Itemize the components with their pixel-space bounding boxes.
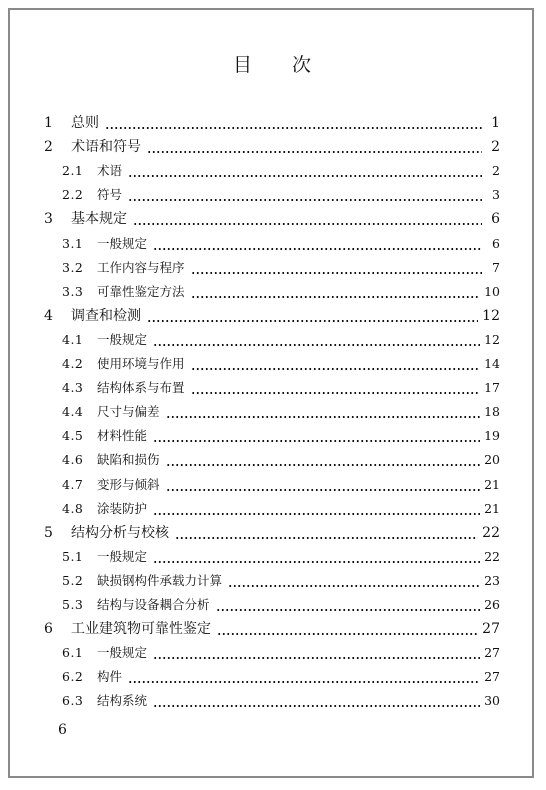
- toc-entry[interactable]: [44, 207, 500, 231]
- toc-entry-page: 6: [492, 235, 500, 251]
- dot-leader: [191, 272, 482, 274]
- toc-entry-label: 术语和符号: [71, 139, 141, 156]
- toc-entry[interactable]: [44, 376, 500, 400]
- toc-entry-page: 2: [492, 163, 500, 179]
- toc-entry-number: 6.1: [62, 645, 84, 661]
- toc-entry-page: 26: [484, 596, 500, 612]
- dot-leader: [128, 175, 482, 177]
- toc-entry-label: 术语: [97, 163, 123, 179]
- footer-page-number: 6: [58, 722, 67, 738]
- dot-leader: [105, 127, 482, 129]
- dot-leader: [175, 537, 478, 539]
- toc-entry[interactable]: [44, 256, 500, 280]
- dot-leader: [153, 513, 480, 515]
- toc-entry-page: 23: [484, 572, 500, 588]
- toc-entry-number: 4.4: [62, 404, 84, 420]
- toc-entry-number: 6.3: [62, 693, 84, 709]
- toc-entry-page: 21: [484, 476, 500, 492]
- toc-entry[interactable]: [44, 111, 500, 135]
- toc-entry[interactable]: [44, 135, 500, 159]
- toc-entry[interactable]: [44, 159, 500, 183]
- toc-entry-page: 10: [484, 283, 500, 299]
- toc-entry-number: 5.2: [62, 572, 84, 588]
- toc-entry[interactable]: [44, 569, 500, 593]
- dot-leader: [128, 199, 482, 201]
- toc-entry[interactable]: [44, 280, 500, 304]
- toc-entry[interactable]: [44, 231, 500, 255]
- toc-entry-label: 工作内容与程序: [97, 259, 185, 275]
- toc-entry[interactable]: [44, 472, 500, 496]
- toc-entry-label: 变形与倾斜: [97, 476, 160, 492]
- toc-entry-page: 12: [484, 331, 500, 347]
- dot-leader: [166, 464, 481, 466]
- dot-leader: [147, 320, 478, 322]
- toc-entry-label: 结构体系与布置: [97, 380, 185, 396]
- toc-entry-page: 19: [484, 428, 500, 444]
- toc-entry-number: 5: [44, 524, 53, 541]
- toc-entry-label: 一般规定: [97, 235, 148, 251]
- toc-entry-number: 3.3: [62, 283, 84, 299]
- toc-entry[interactable]: [44, 304, 500, 328]
- dot-leader: [153, 657, 480, 659]
- dot-leader: [216, 609, 481, 611]
- toc-entry-number: 4.3: [62, 380, 84, 396]
- toc-entry-page: 6: [491, 211, 500, 228]
- toc-entry-number: 5.1: [62, 548, 84, 564]
- toc-entry-page: 14: [484, 356, 500, 372]
- toc-entry[interactable]: [44, 617, 500, 641]
- toc-entry-page: 22: [482, 524, 500, 541]
- dot-leader: [153, 344, 480, 346]
- toc-entry-label: 调查和检测: [71, 307, 141, 324]
- dot-leader: [228, 585, 480, 587]
- dot-leader: [166, 489, 481, 491]
- dot-leader: [153, 705, 480, 707]
- toc-entry-number: 4.8: [62, 500, 84, 516]
- toc-entry-number: 1: [44, 115, 53, 132]
- toc-entry[interactable]: [44, 665, 500, 689]
- toc-entry-page: 22: [484, 548, 500, 564]
- toc-entry[interactable]: [44, 689, 500, 713]
- toc-entry[interactable]: [44, 521, 500, 545]
- toc-entry-number: 2.1: [62, 163, 84, 179]
- dot-leader: [153, 248, 482, 250]
- toc-title-right: 次: [292, 54, 314, 76]
- toc-entry-number: 6: [44, 621, 53, 638]
- toc-entry-page: 18: [484, 404, 500, 420]
- table-of-contents: [44, 111, 500, 713]
- toc-entry-page: 27: [484, 669, 500, 685]
- toc-entry-label: 尺寸与偏差: [97, 404, 160, 420]
- dot-leader: [191, 368, 481, 370]
- toc-entry-page: 21: [484, 500, 500, 516]
- toc-entry-number: 4.7: [62, 476, 84, 492]
- toc-entry-label: 使用环境与作用: [97, 356, 185, 372]
- toc-entry-number: 2: [44, 139, 53, 156]
- toc-entry[interactable]: [44, 497, 500, 521]
- dot-leader: [153, 561, 480, 563]
- toc-entry-page: 3: [492, 187, 500, 203]
- toc-entry-number: 4: [44, 307, 53, 324]
- toc-entry-label: 基本规定: [71, 211, 127, 228]
- toc-entry[interactable]: [44, 448, 500, 472]
- dot-leader: [191, 392, 481, 394]
- dot-leader: [128, 681, 480, 683]
- toc-entry-label: 涂装防护: [97, 500, 148, 516]
- toc-entry-label: 总则: [71, 115, 99, 132]
- toc-entry-label: 缺损钢构件承载力计算: [97, 572, 223, 588]
- toc-entry-label: 可靠性鉴定方法: [97, 283, 185, 299]
- toc-entry-number: 4.5: [62, 428, 84, 444]
- toc-entry-number: 6.2: [62, 669, 84, 685]
- toc-entry-number: 5.3: [62, 596, 84, 612]
- toc-entry-number: 4.1: [62, 331, 84, 347]
- toc-entry[interactable]: [44, 545, 500, 569]
- dot-leader: [133, 223, 482, 225]
- toc-entry-number: 4.2: [62, 356, 84, 372]
- dot-leader: [217, 633, 478, 635]
- toc-entry-page: 27: [484, 645, 500, 661]
- toc-entry-label: 符号: [97, 187, 123, 203]
- dot-leader: [191, 296, 481, 298]
- toc-entry[interactable]: [44, 183, 500, 207]
- toc-entry-page: 30: [484, 693, 500, 709]
- toc-entry-number: 2.2: [62, 187, 84, 203]
- toc-entry-page: 12: [482, 307, 500, 324]
- toc-entry-label: 结构系统: [97, 693, 148, 709]
- toc-entry-page: 1: [491, 115, 500, 132]
- toc-entry-number: 3.1: [62, 235, 84, 251]
- toc-entry-page: 2: [491, 139, 500, 156]
- toc-entry-label: 一般规定: [97, 645, 148, 661]
- toc-entry[interactable]: [44, 328, 500, 352]
- dot-leader: [147, 151, 482, 153]
- toc-entry[interactable]: [44, 593, 500, 617]
- toc-entry-page: 20: [484, 452, 500, 468]
- toc-entry-label: 一般规定: [97, 331, 148, 347]
- toc-entry[interactable]: [44, 641, 500, 665]
- toc-title: [0, 50, 546, 77]
- toc-entry-label: 工业建筑物可靠性鉴定: [71, 621, 211, 638]
- toc-entry-label: 结构与设备耦合分析: [97, 596, 210, 612]
- toc-entry-label: 一般规定: [97, 548, 148, 564]
- toc-entry[interactable]: [44, 352, 500, 376]
- toc-entry-number: 3: [44, 211, 53, 228]
- toc-entry-label: 结构分析与校核: [71, 524, 169, 541]
- toc-entry-page: 7: [492, 259, 500, 275]
- toc-entry-label: 缺陷和损伤: [97, 452, 160, 468]
- toc-entry-label: 构件: [97, 669, 123, 685]
- toc-entry-number: 4.6: [62, 452, 84, 468]
- toc-entry-page: 17: [484, 380, 500, 396]
- toc-entry-page: 27: [482, 621, 500, 638]
- toc-entry[interactable]: [44, 424, 500, 448]
- toc-title-left: 目: [232, 54, 254, 76]
- dot-leader: [153, 440, 480, 442]
- toc-entry-label: 材料性能: [97, 428, 148, 444]
- toc-entry[interactable]: [44, 400, 500, 424]
- dot-leader: [166, 416, 481, 418]
- toc-entry-number: 3.2: [62, 259, 84, 275]
